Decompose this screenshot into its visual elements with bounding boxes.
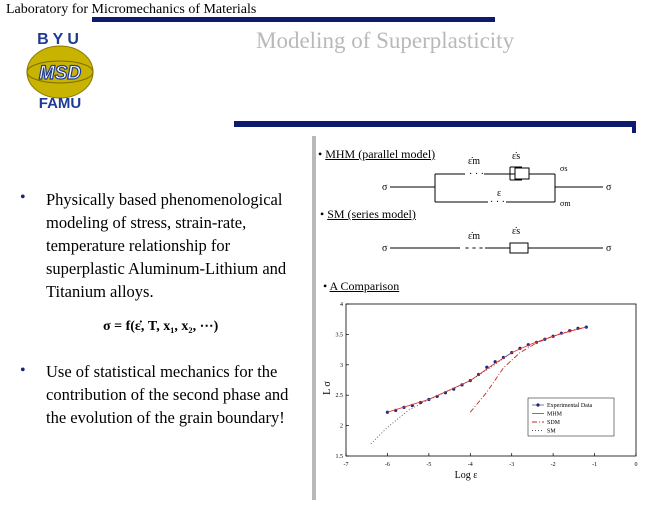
- y-tick-label: 1.5: [335, 454, 343, 460]
- comparison-chart: [316, 296, 646, 506]
- x-tick-label: -7: [343, 462, 349, 468]
- y-tick-label: 3.5: [335, 332, 343, 339]
- x-tick-label: 0: [634, 462, 638, 468]
- x-tick-label: -6: [384, 462, 390, 468]
- sm-label: • SM (series model): [320, 207, 416, 221]
- legend-entry: SDM: [547, 420, 561, 426]
- svg-text:· · ·: · · ·: [490, 197, 505, 208]
- legend: [528, 398, 614, 436]
- logo: [20, 28, 100, 112]
- lab-title: Laboratory for Micromechanics of Materials: [6, 2, 257, 17]
- equation: σ = f(ε̇, T, x₁, x₂, ⋯): [103, 319, 219, 334]
- comparison-label: • A Comparison: [323, 279, 400, 293]
- mhm-sigma-left: σ: [382, 182, 388, 193]
- x-tick-label: -4: [467, 462, 473, 468]
- y-tick-label: 3: [340, 362, 343, 369]
- mhm-sigma-m: σm: [560, 199, 571, 208]
- mhm-eps-s: ε̇s: [512, 151, 521, 162]
- sm-sigma-left: σ: [382, 243, 388, 254]
- mhm-sigma-s: σs: [560, 164, 568, 173]
- bullet-marker-2: •: [20, 362, 26, 379]
- y-axis-label: L σ: [322, 381, 333, 395]
- legend-marker: [536, 403, 539, 406]
- svg-text:· · ·: · · ·: [469, 169, 484, 180]
- x-axis-label: Log ε: [454, 470, 478, 481]
- sm-sigma-right: σ: [606, 243, 612, 254]
- x-tick-label: -1: [592, 462, 598, 468]
- bullet-marker-1: •: [20, 189, 26, 206]
- legend-entry: MHM: [547, 411, 563, 418]
- model-diagrams: [320, 140, 640, 270]
- slide-title: Modeling of Superplasticity: [256, 28, 515, 53]
- mhm-label: • MHM (parallel model): [318, 147, 436, 161]
- mid-bar: [234, 121, 636, 127]
- mhm-eps: ε: [497, 188, 502, 199]
- y-tick-label: 4: [340, 302, 343, 308]
- mid-bar-tick: [632, 121, 636, 133]
- legend-entry: SM: [547, 428, 556, 435]
- bullet-text-2: Use of statistical mechanics for the contribution of the second phase and the evolution of the grain boundary!: [46, 362, 289, 427]
- y-tick-label: 2.5: [335, 393, 343, 400]
- legend-entry: Experimental Data: [547, 403, 593, 409]
- svg-text:- - -: - - -: [465, 240, 483, 254]
- x-tick-label: -3: [509, 462, 515, 468]
- y-tick-label: 2: [340, 423, 343, 430]
- sm-eps-m: ε̇m: [468, 231, 480, 242]
- top-bar: [92, 17, 495, 22]
- logo-bottom-text: FAMU: [38, 95, 82, 112]
- mhm-sigma-right: σ: [606, 182, 612, 193]
- x-tick-label: -5: [426, 462, 432, 468]
- logo-middle-text: MSD: [38, 63, 82, 84]
- bullet-text-1: Physically based phenomenological modeling of stress, strain-rate, temperature relationship for superplastic Aluminum-Lithium and Titanium alloys.: [46, 190, 287, 301]
- mhm-eps-m: ε̇m: [468, 156, 480, 167]
- sm-eps-s: ε̇s: [512, 226, 521, 237]
- x-tick-label: -2: [550, 462, 556, 468]
- logo-top-text: BYU: [37, 31, 83, 48]
